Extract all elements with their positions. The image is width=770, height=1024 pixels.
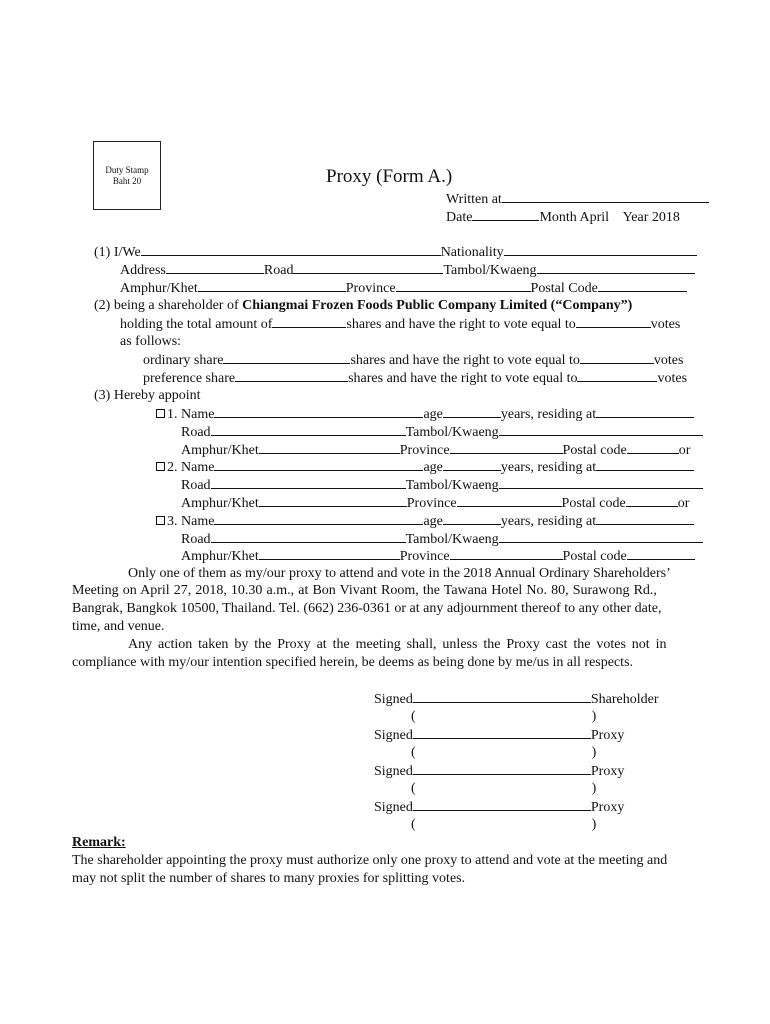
proxy1-age-field[interactable]: [443, 405, 501, 418]
ordinary-vote-label: shares and have the right to vote equal to: [350, 353, 580, 368]
date-field[interactable]: [472, 208, 539, 221]
role-proxy: Proxy: [590, 728, 625, 743]
proxy2-name-label: Name: [181, 460, 215, 475]
proxy2-amphur-line: [181, 494, 689, 512]
ordinary-votes-label: votes: [653, 353, 684, 368]
section1-line2: [120, 261, 695, 279]
section2-line2: [120, 315, 680, 333]
written-at-label: Written at: [446, 192, 502, 207]
proxy2-age-label: age: [423, 460, 443, 475]
signature-shareholder: [374, 690, 659, 708]
proxy2-signature-field[interactable]: [413, 762, 591, 775]
proxy3-road-field[interactable]: [211, 530, 406, 543]
iwe-field[interactable]: [141, 243, 441, 256]
proxy3-postal-label: Postal code: [562, 549, 627, 564]
ordinary-votes-field[interactable]: [580, 351, 654, 364]
proxy1-name-paren: [411, 744, 596, 761]
proxy1-or: or: [678, 443, 691, 458]
proxy1-number: 1.: [167, 407, 178, 422]
month-value: April: [579, 210, 610, 225]
shares-vote-label: shares and have the right to vote equal to: [346, 317, 576, 332]
ordinary-label: ordinary share: [143, 353, 224, 368]
postal-field[interactable]: [598, 279, 687, 292]
proxy3-age-field[interactable]: [443, 512, 501, 525]
proxy1-years-label: years, residing at: [500, 407, 597, 422]
proxy2-province-field[interactable]: [457, 494, 562, 507]
paren-open: (: [411, 709, 416, 724]
proxy1-name-field[interactable]: [214, 405, 423, 418]
proxy1-road-line: [181, 423, 703, 441]
proxy3-road-line: [181, 530, 703, 548]
proxy1-age-label: age: [423, 407, 443, 422]
proxy1-postal-field[interactable]: [627, 441, 679, 454]
stamp-line2: Baht 20: [112, 176, 142, 186]
role-proxy: Proxy: [590, 764, 625, 779]
proxy2-amphur-label: Amphur/Khet: [181, 496, 259, 511]
ordinary-shares-field[interactable]: [223, 351, 350, 364]
paren-open: (: [411, 781, 416, 796]
road-label: Road: [263, 263, 294, 278]
nationality-label: Nationality: [440, 245, 504, 260]
year-value: 2018: [651, 210, 680, 225]
proxy2-road-field[interactable]: [211, 476, 406, 489]
proxy2-tambol-field[interactable]: [499, 476, 703, 489]
proxy2-age-field[interactable]: [443, 458, 501, 471]
proxy3-years-label: years, residing at: [500, 514, 597, 529]
proxy1-amphur-line: [181, 441, 690, 459]
proxy1-name-label: Name: [181, 407, 215, 422]
date-line: [446, 208, 680, 226]
proxy3-name-line: [156, 512, 694, 530]
proxy2-postal-field[interactable]: [626, 494, 678, 507]
signed-label: Signed: [374, 764, 413, 779]
proxy1-checkbox[interactable]: [156, 409, 165, 418]
signature-proxy2: [374, 762, 624, 780]
total-votes-field[interactable]: [576, 315, 651, 328]
proxy1-amphur-label: Amphur/Khet: [181, 443, 259, 458]
amphur-field[interactable]: [198, 279, 346, 292]
proxy2-name-paren: [411, 780, 596, 797]
paren-close: ): [591, 781, 597, 796]
section3-number: (3): [94, 388, 111, 403]
proxy3-postal-field[interactable]: [627, 547, 695, 560]
section1-line1: [94, 243, 697, 261]
tambol-field[interactable]: [537, 261, 695, 274]
proxy1-name-line: [156, 405, 694, 423]
duty-stamp-box: [93, 141, 161, 210]
nationality-field[interactable]: [504, 243, 697, 256]
proxy1-province-label: Province: [399, 443, 450, 458]
section1-line3: [120, 279, 687, 297]
holding-label: holding the total amount of: [120, 317, 273, 332]
ordinary-share-line: [143, 351, 683, 369]
proxy3-amphur-field[interactable]: [259, 547, 400, 560]
proxy1-amphur-field[interactable]: [259, 441, 400, 454]
proxy3-checkbox[interactable]: [156, 516, 165, 525]
shareholder-name-paren: [411, 708, 596, 725]
written-at-line: [446, 190, 709, 208]
proxy3-name-field[interactable]: [214, 512, 423, 525]
paren-open: (: [411, 745, 416, 760]
role-shareholder: Shareholder: [590, 692, 659, 707]
proxy2-road-line: [181, 476, 703, 494]
preference-label: preference share: [143, 371, 236, 386]
proxy2-years-label: years, residing at: [500, 460, 597, 475]
proxy2-name-line: [156, 458, 694, 476]
proxy1-residence-field[interactable]: [596, 405, 694, 418]
page-title: Proxy (Form A.): [326, 166, 453, 187]
stamp-line1: Duty Stamp: [105, 165, 149, 175]
paragraph1-line4: time, and venue.: [72, 619, 165, 634]
proxy2-checkbox[interactable]: [156, 462, 165, 471]
shareholder-signature-field[interactable]: [413, 690, 591, 703]
province-label: Province: [345, 281, 396, 296]
paren-open: (: [411, 817, 416, 832]
votes-label: votes: [650, 317, 681, 332]
preference-votes-label: votes: [657, 371, 688, 386]
proxy3-province-field[interactable]: [450, 547, 563, 560]
remark-line2: may not split the number of shares to many proxies for splitting votes.: [72, 871, 466, 886]
preference-vote-label: shares and have the right to vote equal to: [348, 371, 578, 386]
proxy2-province-label: Province: [406, 496, 457, 511]
paren-close: ): [591, 745, 597, 760]
proxy1-tambol-label: Tambol/Kwaeng: [405, 425, 499, 440]
proxy2-residence-field[interactable]: [596, 458, 694, 471]
tambol-label: Tambol/Kwaeng: [443, 263, 537, 278]
role-proxy: Proxy: [590, 800, 625, 815]
proxy1-province-field[interactable]: [450, 441, 563, 454]
paragraph2-line1: Any action taken by the Proxy at the meeting shall, unless the Proxy cast the votes not in: [128, 637, 667, 652]
proxy1-tambol-field[interactable]: [499, 423, 703, 436]
proxy3-road-label: Road: [181, 532, 211, 547]
proxy1-road-field[interactable]: [211, 423, 406, 436]
signature-proxy3: [374, 798, 624, 816]
paren-close: ): [591, 817, 597, 832]
proxy3-name-label: Name: [181, 514, 215, 529]
total-shares-field[interactable]: [272, 315, 346, 328]
proxy2-road-label: Road: [181, 478, 211, 493]
address-label: Address: [120, 263, 166, 278]
proxy2-postal-label: Postal code: [561, 496, 626, 511]
preference-share-line: [143, 369, 687, 387]
company-name: Chiangmai Frozen Foods Public Company Limited (“Company”): [242, 298, 633, 313]
section2-line1: [94, 297, 632, 314]
proxy3-tambol-label: Tambol/Kwaeng: [405, 532, 499, 547]
proxy3-signature-field[interactable]: [413, 798, 591, 811]
remark-heading: Remark:: [72, 835, 126, 850]
road-field[interactable]: [293, 261, 443, 274]
proxy2-name-field[interactable]: [214, 458, 423, 471]
paragraph1-line1: Only one of them as my/our proxy to attend and vote in the 2018 Annual Ordinary Shareholders’: [128, 566, 671, 581]
proxy3-residence-field[interactable]: [596, 512, 694, 525]
proxy2-number: 2.: [167, 460, 178, 475]
province-field[interactable]: [396, 279, 531, 292]
signed-label: Signed: [374, 692, 413, 707]
postal-label: Postal Code: [530, 281, 598, 296]
proxy1-signature-field[interactable]: [413, 726, 591, 739]
proxy3-name-paren: [411, 816, 596, 833]
proxy3-province-label: Province: [399, 549, 450, 564]
proxy3-age-label: age: [423, 514, 443, 529]
proxy2-tambol-label: Tambol/Kwaeng: [405, 478, 499, 493]
written-at-field[interactable]: [502, 190, 709, 203]
signed-label: Signed: [374, 728, 413, 743]
paragraph1-line3: Bangrak, Bangkok 10500, Thailand. Tel. (662) 236-0361 or at any adjournment thereof to any other date,: [72, 601, 662, 616]
iwe-label: I/We: [113, 245, 141, 260]
hereby-appoint: Hereby appoint: [113, 388, 201, 403]
signature-proxy1: [374, 726, 624, 744]
signed-label: Signed: [374, 800, 413, 815]
date-label: Date: [446, 210, 473, 225]
proxy1-road-label: Road: [181, 425, 211, 440]
preference-votes-field[interactable]: [577, 369, 657, 382]
proxy3-number: 3.: [167, 514, 178, 529]
address-field[interactable]: [166, 261, 264, 274]
section3-heading: [94, 387, 201, 404]
paren-close: ): [591, 709, 597, 724]
proxy2-amphur-field[interactable]: [259, 494, 407, 507]
proxy3-amphur-label: Amphur/Khet: [181, 549, 259, 564]
paragraph2-line2: compliance with my/our intention specified herein, be deems as being done by me/us in all respects.: [72, 655, 634, 670]
paragraph1-line2: Meeting on April 27, 2018, 10.30 a.m., at Bon Vivant Room, the Tawana Hotel No. 80, Surawong Rd.,: [72, 583, 657, 598]
proxy3-tambol-field[interactable]: [499, 530, 703, 543]
year-label: Year: [622, 210, 649, 225]
shareholder-prefix: being a shareholder of: [113, 298, 239, 313]
section1-number: (1): [94, 245, 111, 260]
preference-shares-field[interactable]: [235, 369, 348, 382]
remark-line1: The shareholder appointing the proxy must authorize only one proxy to attend and vote at the meeting and: [72, 853, 668, 868]
proxy1-postal-label: Postal code: [562, 443, 627, 458]
section2-number: (2): [94, 298, 111, 313]
proxy3-amphur-line: [181, 547, 695, 565]
amphur-label: Amphur/Khet: [120, 281, 198, 296]
proxy2-or: or: [677, 496, 690, 511]
as-follows: as follows:: [120, 334, 182, 349]
month-label: Month: [539, 210, 577, 225]
